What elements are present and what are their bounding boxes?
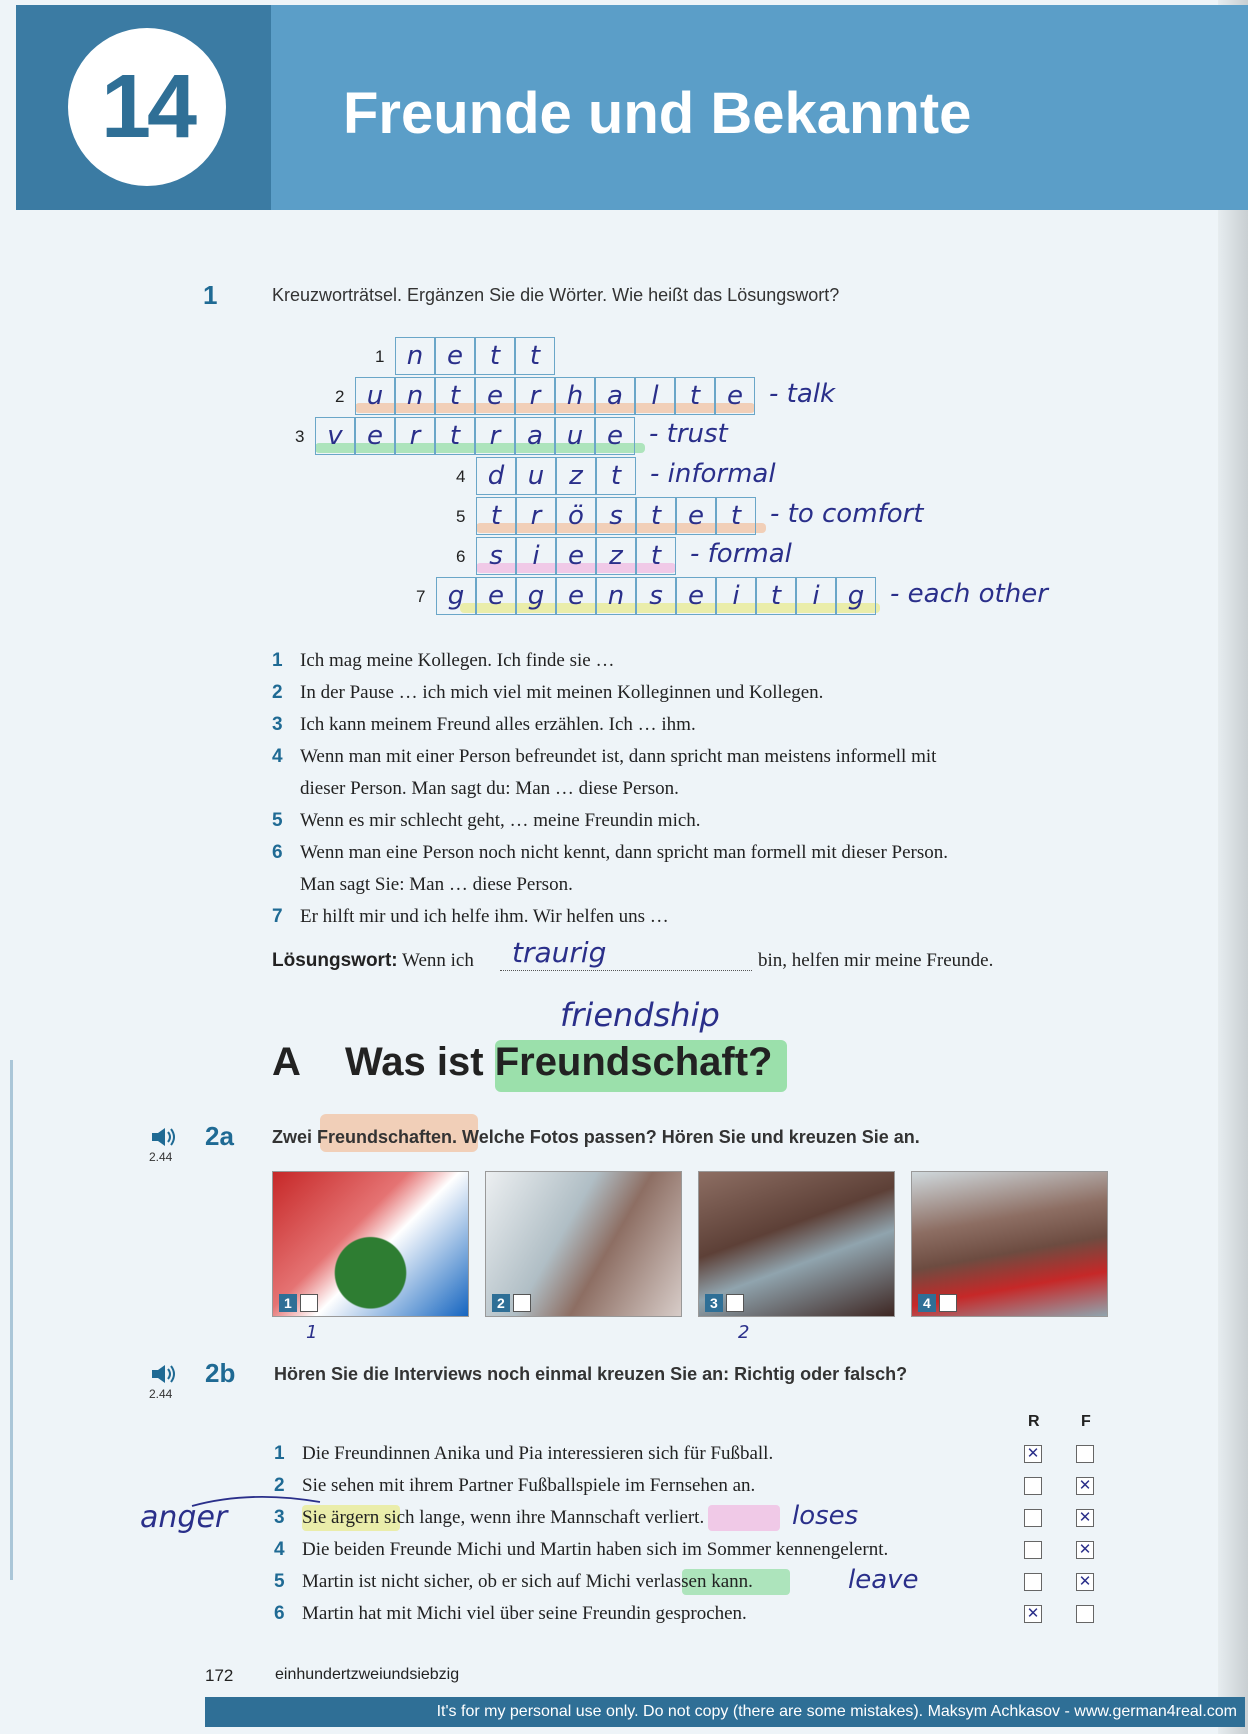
audio-icon[interactable] bbox=[150, 1126, 178, 1148]
solution-answer: traurig bbox=[512, 936, 607, 969]
crossword-cell[interactable]: e bbox=[355, 417, 395, 455]
checkbox-falsch[interactable]: ✕ bbox=[1076, 1509, 1094, 1527]
crossword-cell[interactable]: g bbox=[836, 577, 876, 615]
crossword-cell[interactable]: e bbox=[715, 377, 755, 415]
crossword-cell[interactable]: e bbox=[475, 377, 515, 415]
chapter-title: Freunde und Bekannte bbox=[343, 81, 972, 146]
audio-icon[interactable] bbox=[150, 1363, 178, 1385]
statement-item bbox=[274, 1443, 773, 1465]
clue-number: 5 bbox=[272, 810, 283, 831]
clue-item bbox=[272, 842, 948, 864]
statement-item bbox=[274, 1603, 747, 1625]
crossword-cell[interactable]: z bbox=[596, 537, 636, 575]
clue-text: Wenn man eine Person noch nicht kennt, dann spricht man formell mit dieser Person. bbox=[300, 842, 949, 863]
clue-number: 4 bbox=[272, 746, 283, 767]
clue-item bbox=[272, 746, 936, 768]
crossword-row-number: 5 bbox=[456, 507, 466, 526]
audio-track-number: 2.44 bbox=[149, 1387, 173, 1401]
crossword-cell[interactable]: r bbox=[395, 417, 435, 455]
photo-checkbox[interactable] bbox=[513, 1294, 531, 1312]
crossword-cell[interactable]: e bbox=[676, 497, 716, 535]
exercise-2b-number: 2b bbox=[205, 1358, 236, 1388]
statement-text: Sie sehen mit ihrem Partner Fußballspiele im Fernsehen an. bbox=[302, 1475, 756, 1496]
statement-text: Martin ist nicht sicher, ob er sich auf Michi verlassen kann. bbox=[302, 1571, 753, 1592]
statement-number: 1 bbox=[274, 1443, 285, 1464]
clue-text: Er hilft mir und ich helfe ihm. Wir helfen uns … bbox=[300, 906, 669, 927]
crossword-cell[interactable]: t bbox=[716, 497, 756, 535]
photo-handwritten-note: 2 bbox=[738, 1322, 750, 1343]
photo-checkbox[interactable] bbox=[300, 1294, 318, 1312]
clue-text-continued: Man sagt Sie: Man … diese Person. bbox=[300, 874, 573, 895]
crossword-cell[interactable]: s bbox=[596, 497, 636, 535]
crossword-cell[interactable]: s bbox=[636, 577, 676, 615]
photo-number: 4 bbox=[918, 1294, 936, 1312]
checkbox-richtig[interactable] bbox=[1024, 1541, 1042, 1559]
page-number-words: einhundertzweiundsiebzig bbox=[275, 1666, 460, 1683]
statement-number: 3 bbox=[274, 1507, 285, 1528]
crossword-cell[interactable]: g bbox=[436, 577, 476, 615]
crossword-translation-note: - trust bbox=[649, 419, 728, 449]
photo-checkbox[interactable] bbox=[726, 1294, 744, 1312]
crossword-cell[interactable]: u bbox=[516, 457, 556, 495]
crossword-translation-note: - formal bbox=[690, 539, 792, 569]
exercise-photo bbox=[272, 1171, 469, 1317]
statement-number: 5 bbox=[274, 1571, 285, 1592]
column-richtig: R bbox=[1028, 1413, 1040, 1430]
crossword-cell[interactable]: l bbox=[635, 377, 675, 415]
margin-note-anger: anger bbox=[140, 1500, 228, 1535]
clue-text-continued: dieser Person. Man sagt du: Man … diese Person. bbox=[300, 778, 679, 799]
photo-number: 3 bbox=[705, 1294, 723, 1312]
checkbox-richtig[interactable]: ✕ bbox=[1024, 1605, 1042, 1623]
section-title-highlight: Freundschaft? bbox=[494, 1040, 773, 1084]
handwritten-friendship: friendship bbox=[560, 996, 720, 1034]
statement-text: Die Freundinnen Anika und Pia interessieren sich für Fußball. bbox=[302, 1443, 774, 1464]
clue-text: Wenn es mir schlecht geht, … meine Freundin mich. bbox=[300, 810, 701, 831]
clue-text: Ich kann meinem Freund alles erzählen. Ich … ihm. bbox=[300, 714, 696, 735]
statement-highlight bbox=[708, 1505, 780, 1531]
crossword-cell[interactable]: t bbox=[756, 577, 796, 615]
statement-number: 6 bbox=[274, 1603, 285, 1624]
solution-after: bin, helfen mir meine Freunde. bbox=[758, 950, 994, 971]
exercise-photo bbox=[911, 1171, 1108, 1317]
page-margin-line bbox=[10, 1060, 13, 1580]
checkbox-falsch[interactable]: ✕ bbox=[1076, 1541, 1094, 1559]
chapter-number: 14 bbox=[68, 28, 226, 186]
page-edge-shadow bbox=[1218, 0, 1248, 1734]
column-falsch: F bbox=[1081, 1413, 1091, 1430]
crossword-cell[interactable]: z bbox=[556, 457, 596, 495]
crossword-row-number: 4 bbox=[456, 467, 466, 486]
photo-label bbox=[492, 1294, 531, 1312]
crossword-cell[interactable]: h bbox=[555, 377, 595, 415]
photo-label bbox=[918, 1294, 957, 1312]
statement-handwritten-note: leave bbox=[848, 1565, 919, 1595]
section-title bbox=[345, 1040, 772, 1085]
clue-number: 3 bbox=[272, 714, 283, 735]
crossword-row-number: 2 bbox=[335, 387, 345, 406]
checkbox-falsch[interactable]: ✕ bbox=[1076, 1477, 1094, 1495]
clue-item bbox=[272, 714, 696, 736]
exercise-1-instruction: Kreuzworträtsel. Ergänzen Sie die Wörter. Wie heißt das Lösungswort? bbox=[272, 285, 840, 305]
clue-number: 6 bbox=[272, 842, 283, 863]
exercise-2a-number: 2a bbox=[205, 1121, 234, 1151]
crossword-cell[interactable]: a bbox=[515, 417, 555, 455]
photo-handwritten-note: 1 bbox=[306, 1322, 318, 1343]
crossword-cell[interactable]: n bbox=[395, 377, 435, 415]
copyright-notice: It's for my personal use only. Do not copy (there are some mistakes). Maksym Achkasov - www.german4real.com bbox=[205, 1697, 1245, 1727]
clue-item bbox=[272, 682, 823, 704]
audio-track-number: 2.44 bbox=[149, 1150, 173, 1164]
crossword-cell[interactable]: t bbox=[476, 497, 516, 535]
crossword-cell[interactable]: e bbox=[595, 417, 635, 455]
crossword-row-number: 7 bbox=[416, 587, 426, 606]
checkbox-richtig[interactable]: ✕ bbox=[1024, 1445, 1042, 1463]
crossword-cell[interactable]: t bbox=[636, 497, 676, 535]
solution-before: Wenn ich bbox=[402, 950, 474, 971]
exercise-2a-instruction: Zwei Freundschaften. Welche Fotos passen? Hören Sie und kreuzen Sie an. bbox=[272, 1127, 920, 1147]
crossword-cell[interactable]: t bbox=[515, 337, 555, 375]
checkbox-falsch[interactable] bbox=[1076, 1605, 1094, 1623]
statement-item bbox=[274, 1507, 704, 1529]
crossword-cell[interactable]: r bbox=[515, 377, 555, 415]
statement-number: 2 bbox=[274, 1475, 285, 1496]
crossword-cell[interactable]: t bbox=[675, 377, 715, 415]
statement-item bbox=[274, 1475, 755, 1497]
crossword-cell[interactable]: t bbox=[435, 377, 475, 415]
clue-number: 2 bbox=[272, 682, 283, 703]
checkbox-richtig[interactable] bbox=[1024, 1573, 1042, 1591]
crossword-translation-note: - each other bbox=[890, 579, 1048, 609]
crossword-cell[interactable]: d bbox=[476, 457, 516, 495]
photo-checkbox[interactable] bbox=[939, 1294, 957, 1312]
exercise-2b-instruction: Hören Sie die Interviews noch einmal kreuzen Sie an: Richtig oder falsch? bbox=[274, 1364, 908, 1384]
crossword-cell[interactable]: e bbox=[476, 577, 516, 615]
crossword-cell[interactable]: i bbox=[716, 577, 756, 615]
checkbox-falsch[interactable]: ✕ bbox=[1076, 1573, 1094, 1591]
crossword-row-number: 6 bbox=[456, 547, 466, 566]
crossword-cell[interactable]: n bbox=[596, 577, 636, 615]
crossword-cell[interactable]: g bbox=[516, 577, 556, 615]
exercise-photo bbox=[698, 1171, 895, 1317]
clue-number: 7 bbox=[272, 906, 283, 927]
crossword-cell[interactable]: e bbox=[676, 577, 716, 615]
crossword-translation-note: - talk bbox=[769, 379, 836, 409]
crossword-cell[interactable]: i bbox=[796, 577, 836, 615]
clue-item bbox=[272, 906, 669, 928]
crossword-cell[interactable]: v bbox=[315, 417, 355, 455]
clue-item bbox=[272, 810, 701, 832]
clue-text: In der Pause … ich mich viel mit meinen Kolleginnen und Kollegen. bbox=[300, 682, 824, 703]
crossword-cell[interactable]: e bbox=[556, 577, 596, 615]
section-letter: A bbox=[272, 1040, 301, 1084]
crossword-row-number: 1 bbox=[375, 347, 385, 366]
statement-number: 4 bbox=[274, 1539, 285, 1560]
crossword-cell[interactable]: t bbox=[435, 417, 475, 455]
section-title-prefix: Was ist bbox=[345, 1040, 484, 1084]
crossword-cell[interactable]: t bbox=[475, 337, 515, 375]
photo-number: 2 bbox=[492, 1294, 510, 1312]
crossword-cell[interactable]: n bbox=[395, 337, 435, 375]
statement-text: Die beiden Freunde Michi und Martin haben sich im Sommer kennengelernt. bbox=[302, 1539, 889, 1560]
statement-text: Martin hat mit Michi viel über seine Freundin gesprochen. bbox=[302, 1603, 747, 1624]
checkbox-richtig[interactable] bbox=[1024, 1477, 1042, 1495]
solution-sentence bbox=[272, 950, 474, 972]
clue-text: Wenn man mit einer Person befreundet ist, dann spricht man meistens informell mit bbox=[300, 746, 937, 767]
crossword-cell[interactable]: e bbox=[435, 337, 475, 375]
clue-text: Ich mag meine Kollegen. Ich finde sie … bbox=[300, 650, 615, 671]
crossword-cell[interactable]: r bbox=[475, 417, 515, 455]
crossword-cell[interactable]: e bbox=[556, 537, 596, 575]
clue-item bbox=[272, 650, 614, 672]
exercise-photo bbox=[485, 1171, 682, 1317]
photo-number: 1 bbox=[279, 1294, 297, 1312]
crossword-cell[interactable]: r bbox=[516, 497, 556, 535]
crossword-cell[interactable]: ö bbox=[556, 497, 596, 535]
crossword-cell[interactable]: i bbox=[516, 537, 556, 575]
crossword-translation-note: - informal bbox=[650, 459, 776, 489]
clue-number: 1 bbox=[272, 650, 283, 671]
crossword-translation-note: - to comfort bbox=[770, 499, 924, 529]
crossword-cell[interactable]: u bbox=[355, 377, 395, 415]
crossword-cell[interactable]: a bbox=[595, 377, 635, 415]
crossword-cell[interactable]: u bbox=[555, 417, 595, 455]
solution-label: Lösungswort: bbox=[272, 950, 398, 971]
page-number: 172 bbox=[205, 1666, 234, 1685]
crossword-cell[interactable]: s bbox=[476, 537, 516, 575]
photo-label bbox=[279, 1294, 318, 1312]
crossword-cell[interactable]: t bbox=[636, 537, 676, 575]
checkbox-falsch[interactable] bbox=[1076, 1445, 1094, 1463]
statement-item bbox=[274, 1539, 888, 1561]
photo-label bbox=[705, 1294, 744, 1312]
crossword-row-number: 3 bbox=[295, 427, 305, 446]
statement-handwritten-note: loses bbox=[792, 1501, 859, 1531]
crossword-cell[interactable]: t bbox=[596, 457, 636, 495]
statement-text: Sie ärgern sich lange, wenn ihre Mannschaft verliert. bbox=[302, 1507, 705, 1528]
checkbox-richtig[interactable] bbox=[1024, 1509, 1042, 1527]
statement-item bbox=[274, 1571, 753, 1593]
exercise-1-number: 1 bbox=[203, 280, 218, 310]
